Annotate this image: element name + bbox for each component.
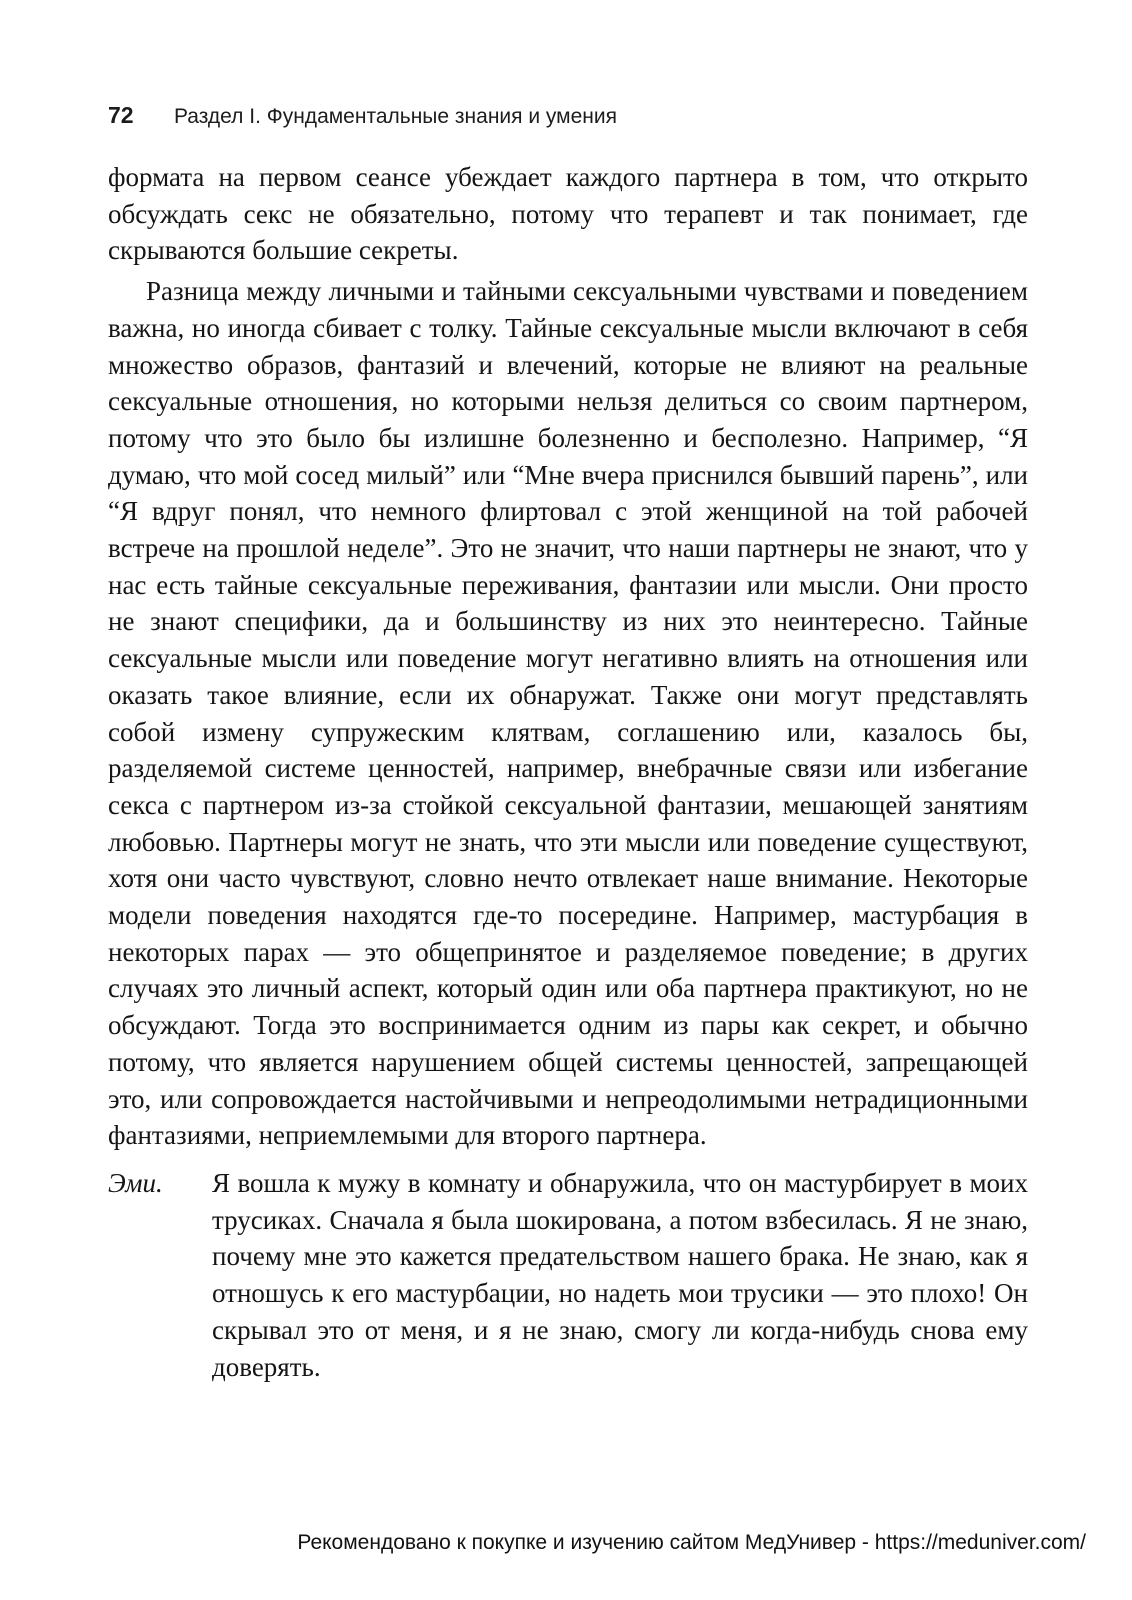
- dialogue-block: [108, 1165, 1028, 1385]
- dialogue-speaker: Эми.: [108, 1167, 163, 1198]
- paragraph: Разница между личными и тайными сексуальными чувствами и поведением важна, но иногда сбивает с толку. Тайные сексуальные мысли включают в себя множество образов, фантазий и влечений, которые не влияют на реальные сексуальные отношения, но которыми нельзя делиться со своим партнером, потому что это было бы излишне болезненно и бесполезно. Например, “Я думаю, что мой сосед милый” или “Мне вчера приснился бывший парень”, или “Я вдруг понял, что немного флиртовал с этой женщиной на той рабочей встрече на прошлой неделе”. Это не значит, что наши партнеры не знают, что у нас есть тайные сексуальные переживания, фантазии или мысли. Они просто не знают специфики, да и большинству из них это неинтересно. Тайные сексуальные мысли или поведение могут негативно влиять на отношения или оказать такое влияние, если их обнаружат. Также они могут представлять собой измену супружеским клятвам, соглашению или, казалось бы, разделяемой системе ценностей, например, внебрачные связи или избегание секса с партнером из-за стойкой сексуальной фантазии, мешающей занятиям любовью. Партнеры могут не знать, что эти мысли или поведение существуют, хотя они часто чувствуют, словно нечто отвлекает наше внимание. Некоторые модели поведения находятся где-то посередине. Например, мастурбация в некоторых парах — это общепринятое и разделяемое поведение; в других случаях это личный аспект, который один или оба партнера практикуют, но не обсуждают. Тогда это воспринимается одним из пары как секрет, и обычно потому, что является нарушением общей системы ценностей, запрещающей это, или сопровождается настойчивыми и непреодолимыми нетрадиционными фантазиями, неприемлемыми для второго партнера.: [108, 276, 1028, 1151]
- paragraph-continued: формата на первом сеансе убеждает каждого партнера в том, что открыто обсуждать секс не обязательно, потому что терапевт и так понимает, где скрываются большие секреты.: [108, 162, 1028, 266]
- running-head: [108, 100, 1028, 132]
- section-title: Раздел I. Фундаментальные знания и умения: [174, 105, 617, 128]
- page-number: 72: [108, 102, 134, 128]
- footer-watermark-text: Рекомендовано к покупке и изучению сайтом МедУнивер - https://meduniver.com/: [297, 1531, 1086, 1554]
- body-text: [108, 159, 1028, 1385]
- dialogue-text: Я вошла к мужу в комнату и обнаружила, что он мастурбирует в моих трусиках. Сначала я была шокирована, а потом взбесилась. Я не знаю, почему мне это кажется предательством нашего брака. Не знаю, как я отношусь к его мастурбации, но надеть мои трусики — это плохо! Он скрывал это от меня, и я не знаю, смогу ли когда-нибудь снова ему доверять.: [212, 1167, 1028, 1382]
